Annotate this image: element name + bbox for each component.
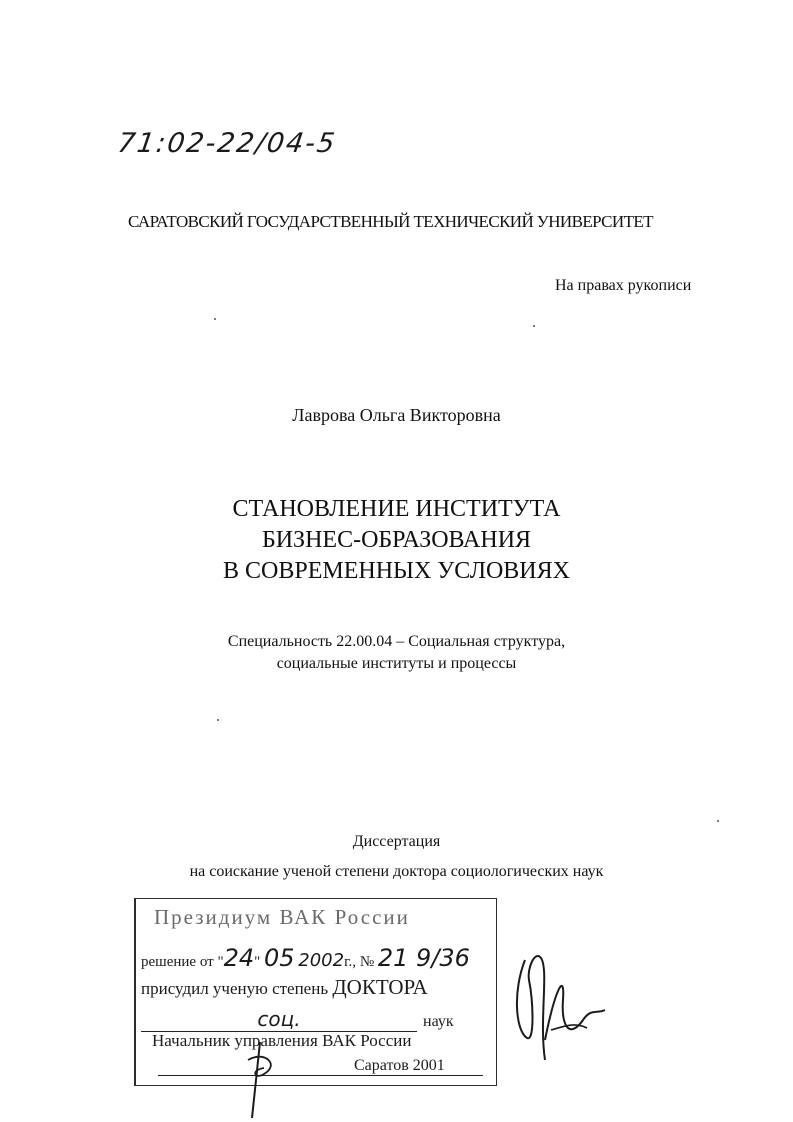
vak-stamp (134, 898, 497, 1086)
field-suffix: наук (423, 1013, 454, 1030)
specialty-line: социальные институты и процессы (276, 655, 517, 672)
field-handwritten: соц. (141, 1007, 417, 1032)
decision-day: 24 (223, 944, 255, 972)
stamp-signature-mark (220, 1040, 290, 1120)
decision-prefix: решение от (141, 954, 214, 970)
author-name: Лаврова Ольга Викторовна (292, 405, 501, 425)
awarded-text: присудил ученую степень (141, 979, 329, 998)
decision-year: 2002 (298, 950, 345, 971)
year-suffix: г., (344, 954, 357, 970)
scan-speck (533, 325, 535, 327)
number-prefix: № (359, 954, 375, 970)
stamp-head-title: Начальник управления ВАК России (152, 1031, 412, 1050)
stamp-title: Президиум ВАК России (154, 905, 410, 929)
degree-word: ДОКТОРА (332, 975, 428, 999)
scan-speck (214, 318, 216, 320)
quote-open: " (217, 954, 224, 970)
handwritten-archive-code: 71:02-22/04-5 (115, 128, 339, 159)
title-line: В СОВРЕМЕННЫХ УСЛОВИЯХ (223, 558, 570, 584)
manuscript-rights-note: На правах рукописи (555, 277, 692, 294)
stamp-field-line (141, 1007, 454, 1032)
scan-speck (717, 820, 719, 822)
document-type: Диссертация (352, 833, 441, 850)
quote-close: " (254, 954, 261, 970)
handwritten-signature (505, 930, 615, 1070)
stamp-bottom-rule (158, 1075, 483, 1076)
stamp-degree-line (141, 975, 428, 1000)
decision-month: 05 (263, 944, 295, 972)
city-year: Саратов 2001 (354, 1057, 445, 1074)
dissertation-title (0, 494, 793, 587)
title-line: СТАНОВЛЕНИЕ ИНСТИТУТА (232, 496, 561, 522)
decision-number: 21 9/36 (377, 944, 470, 972)
stamp-decision-line (141, 944, 470, 972)
degree-statement: на соискание ученой степени доктора социологических наук (189, 863, 604, 880)
specialty-line: Специальность 22.00.04 – Социальная структура, (227, 633, 566, 650)
specialty-block (0, 631, 793, 675)
title-line: БИЗНЕС-ОБРАЗОВАНИЯ (261, 527, 532, 553)
scan-speck (217, 719, 219, 721)
university-name: САРАТОВСКИЙ ГОСУДАРСТВЕННЫЙ ТЕХНИЧЕСКИЙ УНИВЕРСИТЕТ (128, 212, 653, 231)
